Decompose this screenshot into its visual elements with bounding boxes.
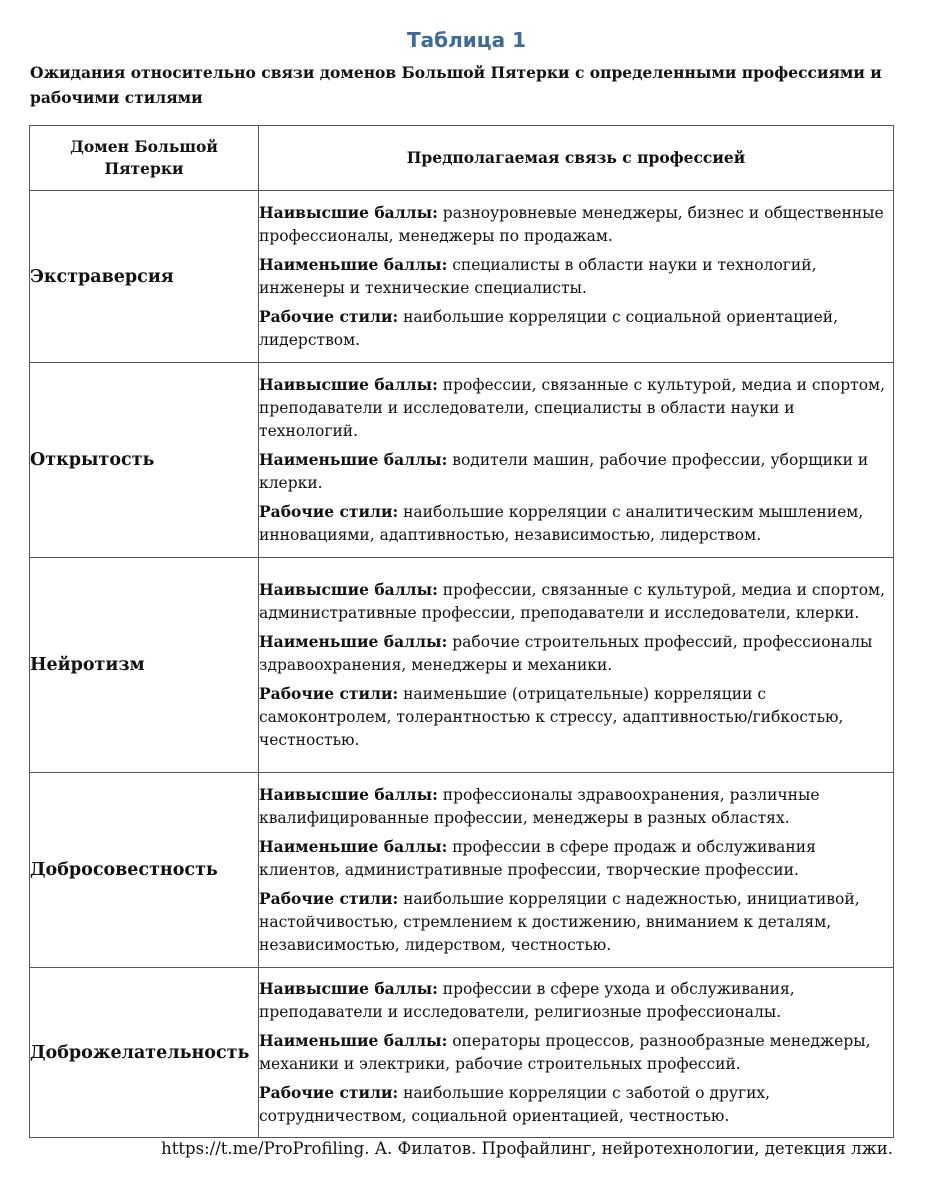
high-scores-text: профессионалы здравоохранения, различные квалифицированные профессии, менеджеры в разных областях.	[259, 786, 820, 827]
work-styles-label: Рабочие стили:	[259, 502, 399, 521]
high-scores-label: Наивысшие баллы:	[259, 785, 438, 804]
work-styles	[259, 500, 893, 547]
work-styles-text: наибольшие корреляции с социальной ориентацией, лидерством.	[259, 308, 839, 349]
low-scores	[259, 253, 893, 300]
low-scores-text: водители машин, рабочие профессии, уборщики и клерки.	[259, 451, 869, 492]
header-relation: Предполагаемая связь с профессией	[259, 126, 894, 191]
table-number-title: Таблица 1	[407, 28, 526, 52]
low-scores-text: операторы процессов, разнообразные менеджеры, механики и электрики, рабочие строительных профессий.	[259, 1032, 871, 1073]
low-scores-text: специалисты в области науки и технологий, инженеры и технические специалисты.	[259, 256, 817, 297]
domain-cell: Доброжелательность	[30, 968, 259, 1138]
table-header-row	[30, 126, 894, 191]
high-scores-label: Наивысшие баллы:	[259, 203, 438, 222]
low-scores	[259, 1029, 893, 1076]
description-cell	[259, 773, 894, 968]
high-scores-label: Наивысшие баллы:	[259, 375, 438, 394]
high-scores-text: разноуровневые менеджеры, бизнес и общественные профессионалы, менеджеры по продажам.	[259, 204, 884, 245]
work-styles-text: наименьшие (отрицательные) корреляции с самоконтролем, толерантностью к стрессу, адаптивностью/гибкостью, честностью.	[259, 685, 844, 749]
source-footer: https://t.me/ProProfiling. А. Филатов. Профайлинг, нейротехнологии, детекция лжи.	[161, 1139, 893, 1158]
table-row-extraversion	[30, 191, 894, 363]
high-scores	[259, 201, 893, 248]
work-styles-label: Рабочие стили:	[259, 307, 399, 326]
work-styles-label: Рабочие стили:	[259, 684, 399, 703]
work-styles-label: Рабочие стили:	[259, 889, 399, 908]
table-row-openness	[30, 363, 894, 558]
low-scores-label: Наименьшие баллы:	[259, 450, 448, 469]
work-styles	[259, 682, 893, 752]
low-scores	[259, 448, 893, 495]
work-styles-label: Рабочие стили:	[259, 1083, 399, 1102]
header-domain	[30, 126, 259, 191]
table-caption: Ожидания относительно связи доменов Большой Пятерки с определенными профессиями и рабочими стилями	[30, 63, 882, 107]
high-scores	[259, 783, 893, 830]
big-five-table	[29, 125, 894, 1138]
low-scores-label: Наименьшие баллы:	[259, 837, 448, 856]
work-styles-text: наибольшие корреляции с аналитическим мышлением, инновациями, адаптивностью, независимостью, лидерством.	[259, 503, 864, 544]
work-styles	[259, 305, 893, 352]
high-scores-text: профессии, связанные с культурой, медиа и спортом, административные профессии, преподаватели и исследователи, клерки.	[259, 581, 886, 622]
description-cell	[259, 968, 894, 1138]
table-row-agreeableness	[30, 968, 894, 1138]
header-domain-text: Домен Большой Пятерки	[70, 137, 218, 178]
low-scores-label: Наименьшие баллы:	[259, 1031, 448, 1050]
high-scores-text: профессии, связанные с культурой, медиа и спортом, преподаватели и исследователи, специалисты в области науки и технологий.	[259, 376, 886, 440]
low-scores-label: Наименьшие баллы:	[259, 255, 448, 274]
work-styles	[259, 887, 893, 957]
low-scores-text: профессии в сфере продаж и обслуживания клиентов, административные профессии, творческие профессии.	[259, 838, 816, 879]
low-scores	[259, 835, 893, 882]
domain-cell: Открытость	[30, 363, 259, 558]
high-scores	[259, 578, 893, 625]
table-row-conscientiousness	[30, 773, 894, 968]
high-scores	[259, 977, 893, 1024]
domain-cell: Экстраверсия	[30, 191, 259, 363]
description-cell	[259, 363, 894, 558]
domain-cell: Нейротизм	[30, 558, 259, 773]
work-styles	[259, 1081, 893, 1128]
work-styles-text: наибольшие корреляции с надежностью, инициативой, настойчивостью, стремлением к достижению, вниманием к деталям, независимостью, лидерством, честностью.	[259, 890, 860, 954]
low-scores	[259, 630, 893, 677]
high-scores-text: профессии в сфере ухода и обслуживания, преподаватели и исследователи, религиозные профессионалы.	[259, 980, 795, 1021]
description-cell	[259, 191, 894, 363]
low-scores-label: Наименьшие баллы:	[259, 632, 448, 651]
domain-cell: Добросовестность	[30, 773, 259, 968]
description-cell	[259, 558, 894, 773]
high-scores	[259, 373, 893, 443]
work-styles-text: наибольшие корреляции с заботой о других, сотрудничеством, социальной ориентацией, честностью.	[259, 1084, 771, 1125]
high-scores-label: Наивысшие баллы:	[259, 580, 438, 599]
high-scores-label: Наивысшие баллы:	[259, 979, 438, 998]
table-row-neuroticism	[30, 558, 894, 773]
low-scores-text: рабочие строительных профессий, профессионалы здравоохранения, менеджеры и механики.	[259, 633, 873, 674]
